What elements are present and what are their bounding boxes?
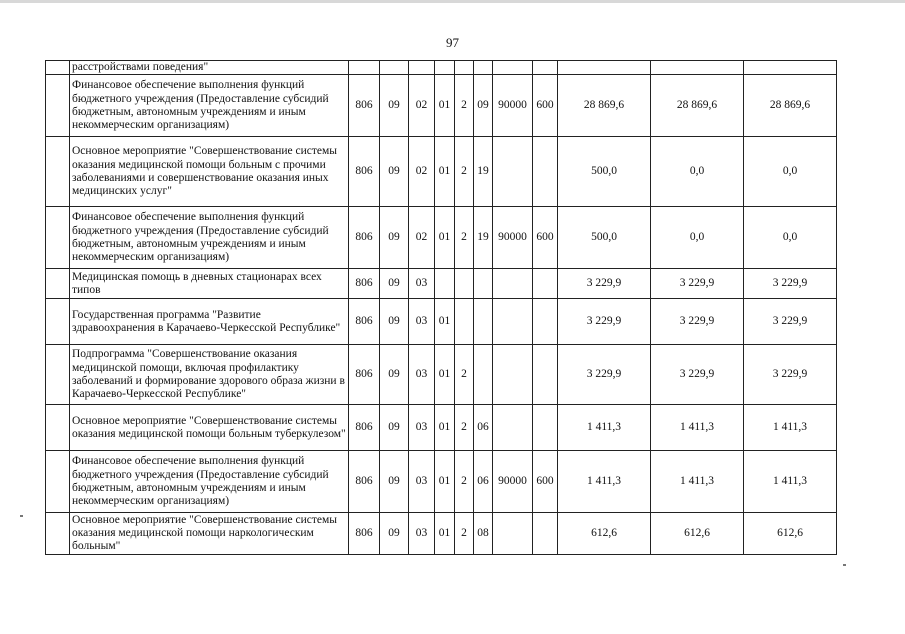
classification-code-cell: 01 bbox=[435, 405, 455, 451]
classification-code-cell bbox=[533, 299, 558, 345]
amount-cell: 3 229,9 bbox=[744, 345, 837, 405]
classification-code-cell: 806 bbox=[349, 299, 380, 345]
item-name-cell: Основное мероприятие "Совершенствование системы оказания медицинской помощи больным с прочими заболеваниями и совершенствование оказания иных медицинских услуг" bbox=[70, 137, 349, 207]
page-number: 97 bbox=[446, 35, 459, 50]
amount-cell: 0,0 bbox=[651, 137, 744, 207]
table-row bbox=[46, 513, 837, 555]
table-row bbox=[46, 451, 837, 513]
classification-code-cell: 01 bbox=[435, 207, 455, 269]
classification-code-cell: 19 bbox=[474, 137, 493, 207]
amount-cell: 1 411,3 bbox=[744, 405, 837, 451]
row-spacer-cell bbox=[46, 137, 70, 207]
classification-code-cell bbox=[493, 61, 533, 75]
row-spacer-cell bbox=[46, 61, 70, 75]
classification-code-cell bbox=[435, 269, 455, 299]
classification-code-cell bbox=[493, 269, 533, 299]
amount-cell bbox=[744, 61, 837, 75]
amount-cell: 1 411,3 bbox=[558, 451, 651, 513]
classification-code-cell: 806 bbox=[349, 75, 380, 137]
table-row bbox=[46, 75, 837, 137]
item-name-cell: Финансовое обеспечение выполнения функций бюджетного учреждения (Предоставление субсидий бюджетным, автономным учреждениям и иным некоммерческим организациям) bbox=[70, 451, 349, 513]
classification-code-cell: 806 bbox=[349, 345, 380, 405]
amount-cell: 3 229,9 bbox=[558, 269, 651, 299]
classification-code-cell bbox=[533, 61, 558, 75]
item-name-cell: Основное мероприятие "Совершенствование системы оказания медицинской помощи больным туберкулезом" bbox=[70, 405, 349, 451]
amount-cell: 0,0 bbox=[744, 207, 837, 269]
classification-code-cell bbox=[380, 61, 409, 75]
amount-cell: 3 229,9 bbox=[651, 345, 744, 405]
item-name-cell: расстройствами поведения" bbox=[70, 61, 349, 75]
classification-code-cell: 09 bbox=[380, 269, 409, 299]
classification-code-cell: 90000 bbox=[493, 451, 533, 513]
classification-code-cell bbox=[533, 137, 558, 207]
classification-code-cell bbox=[493, 405, 533, 451]
classification-code-cell: 02 bbox=[409, 75, 435, 137]
classification-code-cell bbox=[493, 137, 533, 207]
classification-code-cell: 806 bbox=[349, 513, 380, 555]
classification-code-cell bbox=[455, 299, 474, 345]
classification-code-cell: 06 bbox=[474, 405, 493, 451]
scan-speck bbox=[843, 564, 846, 566]
classification-code-cell: 03 bbox=[409, 513, 435, 555]
classification-code-cell: 2 bbox=[455, 345, 474, 405]
classification-code-cell: 2 bbox=[455, 75, 474, 137]
classification-code-cell: 09 bbox=[380, 137, 409, 207]
table-row bbox=[46, 61, 837, 75]
classification-code-cell: 06 bbox=[474, 451, 493, 513]
classification-code-cell: 09 bbox=[474, 75, 493, 137]
classification-code-cell: 806 bbox=[349, 137, 380, 207]
row-spacer-cell bbox=[46, 513, 70, 555]
amount-cell: 28 869,6 bbox=[744, 75, 837, 137]
item-name-cell: Финансовое обеспечение выполнения функций бюджетного учреждения (Предоставление субсидий бюджетным, автономным учреждениям и иным некоммерческим организациям) bbox=[70, 75, 349, 137]
classification-code-cell bbox=[493, 299, 533, 345]
classification-code-cell bbox=[533, 269, 558, 299]
table-row bbox=[46, 137, 837, 207]
amount-cell: 3 229,9 bbox=[744, 269, 837, 299]
amount-cell: 0,0 bbox=[651, 207, 744, 269]
classification-code-cell: 03 bbox=[409, 345, 435, 405]
row-spacer-cell bbox=[46, 207, 70, 269]
amount-cell bbox=[558, 61, 651, 75]
amount-cell: 500,0 bbox=[558, 137, 651, 207]
table-row bbox=[46, 269, 837, 299]
amount-cell: 3 229,9 bbox=[651, 269, 744, 299]
classification-code-cell: 03 bbox=[409, 269, 435, 299]
classification-code-cell bbox=[533, 345, 558, 405]
classification-code-cell: 2 bbox=[455, 513, 474, 555]
amount-cell: 3 229,9 bbox=[558, 345, 651, 405]
row-spacer-cell bbox=[46, 75, 70, 137]
classification-code-cell: 02 bbox=[409, 207, 435, 269]
classification-code-cell: 600 bbox=[533, 75, 558, 137]
classification-code-cell: 2 bbox=[455, 405, 474, 451]
classification-code-cell bbox=[474, 269, 493, 299]
amount-cell: 3 229,9 bbox=[651, 299, 744, 345]
classification-code-cell: 90000 bbox=[493, 75, 533, 137]
classification-code-cell: 09 bbox=[380, 451, 409, 513]
amount-cell: 3 229,9 bbox=[744, 299, 837, 345]
classification-code-cell: 806 bbox=[349, 269, 380, 299]
classification-code-cell: 806 bbox=[349, 405, 380, 451]
classification-code-cell bbox=[493, 345, 533, 405]
classification-code-cell: 600 bbox=[533, 451, 558, 513]
item-name-cell: Подпрограмма "Совершенствование оказания медицинской помощи, включая профилактику заболеваний и формирование здорового образа жизни в Карачаево-Черкесской Республике" bbox=[70, 345, 349, 405]
classification-code-cell bbox=[533, 405, 558, 451]
classification-code-cell: 806 bbox=[349, 207, 380, 269]
scan-speck bbox=[20, 515, 23, 517]
table-row bbox=[46, 207, 837, 269]
classification-code-cell: 03 bbox=[409, 405, 435, 451]
classification-code-cell: 02 bbox=[409, 137, 435, 207]
classification-code-cell: 09 bbox=[380, 207, 409, 269]
classification-code-cell: 03 bbox=[409, 451, 435, 513]
amount-cell: 612,6 bbox=[651, 513, 744, 555]
classification-code-cell bbox=[455, 61, 474, 75]
classification-code-cell bbox=[474, 345, 493, 405]
row-spacer-cell bbox=[46, 451, 70, 513]
amount-cell: 28 869,6 bbox=[558, 75, 651, 137]
amount-cell: 1 411,3 bbox=[558, 405, 651, 451]
classification-code-cell: 600 bbox=[533, 207, 558, 269]
classification-code-cell: 01 bbox=[435, 345, 455, 405]
amount-cell bbox=[651, 61, 744, 75]
classification-code-cell: 2 bbox=[455, 207, 474, 269]
amount-cell: 1 411,3 bbox=[744, 451, 837, 513]
row-spacer-cell bbox=[46, 299, 70, 345]
table-row bbox=[46, 405, 837, 451]
classification-code-cell: 09 bbox=[380, 405, 409, 451]
classification-code-cell bbox=[493, 513, 533, 555]
item-name-cell: Основное мероприятие "Совершенствование системы оказания медицинской помощи наркологическим больным" bbox=[70, 513, 349, 555]
item-name-cell: Государственная программа "Развитие здравоохранения в Карачаево-Черкесской Республике" bbox=[70, 299, 349, 345]
amount-cell: 1 411,3 bbox=[651, 405, 744, 451]
table-row bbox=[46, 299, 837, 345]
classification-code-cell: 09 bbox=[380, 75, 409, 137]
amount-cell: 1 411,3 bbox=[651, 451, 744, 513]
classification-code-cell bbox=[533, 513, 558, 555]
classification-code-cell: 2 bbox=[455, 137, 474, 207]
classification-code-cell: 08 bbox=[474, 513, 493, 555]
scan-top-edge bbox=[0, 0, 905, 3]
amount-cell: 3 229,9 bbox=[558, 299, 651, 345]
classification-code-cell bbox=[474, 299, 493, 345]
classification-code-cell bbox=[474, 61, 493, 75]
classification-code-cell: 09 bbox=[380, 513, 409, 555]
amount-cell: 612,6 bbox=[744, 513, 837, 555]
amount-cell: 500,0 bbox=[558, 207, 651, 269]
classification-code-cell bbox=[349, 61, 380, 75]
classification-code-cell: 09 bbox=[380, 299, 409, 345]
row-spacer-cell bbox=[46, 269, 70, 299]
row-spacer-cell bbox=[46, 405, 70, 451]
classification-code-cell: 19 bbox=[474, 207, 493, 269]
amount-cell: 0,0 bbox=[744, 137, 837, 207]
classification-code-cell: 806 bbox=[349, 451, 380, 513]
classification-code-cell: 01 bbox=[435, 137, 455, 207]
classification-code-cell bbox=[409, 61, 435, 75]
row-spacer-cell bbox=[46, 345, 70, 405]
classification-code-cell: 2 bbox=[455, 451, 474, 513]
budget-table bbox=[45, 60, 837, 555]
amount-cell: 28 869,6 bbox=[651, 75, 744, 137]
item-name-cell: Медицинская помощь в дневных стационарах всех типов bbox=[70, 269, 349, 299]
classification-code-cell: 01 bbox=[435, 299, 455, 345]
classification-code-cell: 03 bbox=[409, 299, 435, 345]
classification-code-cell bbox=[435, 61, 455, 75]
classification-code-cell: 01 bbox=[435, 513, 455, 555]
classification-code-cell: 09 bbox=[380, 345, 409, 405]
classification-code-cell: 90000 bbox=[493, 207, 533, 269]
item-name-cell: Финансовое обеспечение выполнения функций бюджетного учреждения (Предоставление субсидий бюджетным, автономным учреждениям и иным некоммерческим организациям) bbox=[70, 207, 349, 269]
table-row bbox=[46, 345, 837, 405]
classification-code-cell: 01 bbox=[435, 451, 455, 513]
classification-code-cell: 01 bbox=[435, 75, 455, 137]
classification-code-cell bbox=[455, 269, 474, 299]
amount-cell: 612,6 bbox=[558, 513, 651, 555]
